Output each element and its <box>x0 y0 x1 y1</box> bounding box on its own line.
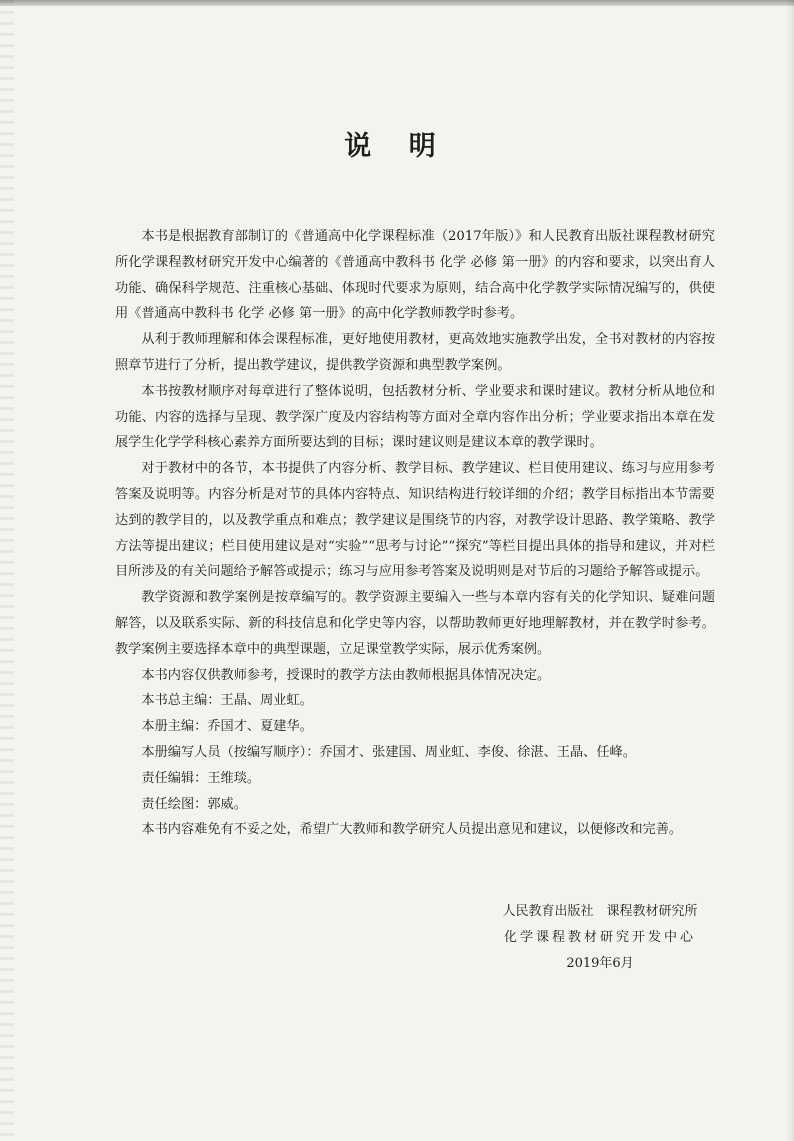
page-title: 说 明 <box>344 131 450 162</box>
paragraph-purpose: 本书是根据教育部制订的《普通高中化学课程标准（2017年版）》和人民教育出版社课程教材研究所化学课程教材研究开发中心编著的《普通高中教科书 化学 必修 第一册》的内容和要求，以突出育人功能、确保科学规范、注重核心基础、体现时代要求为原则，结合高中化学教学实际情况编写的，供使用《普通高中教科书 化学 必修 第一册》的高中化学教师教学时参考。 <box>115 229 715 322</box>
credit-volume-editor: 本册主编：乔国才、夏建华。 <box>141 719 313 735</box>
credit-responsible-editor: 责任编辑：王维琰。 <box>141 770 261 786</box>
scan-edge-left <box>0 0 14 1141</box>
scan-edge-top <box>0 0 794 6</box>
scan-edge-right <box>786 0 794 1141</box>
signature-date: 2019年6月 <box>566 956 634 971</box>
paragraph-reference-note: 本书内容仅供教师参考，授课时的教学方法由教师根据具体情况决定。 <box>141 667 551 683</box>
signature-publisher: 人民教育出版社 课程教材研究所 <box>502 904 698 919</box>
credit-writers: 本册编写人员（按编写顺序）：乔国才、张建国、周业虹、李俊、徐湛、王晶、任峰。 <box>141 744 636 760</box>
paragraph-section-structure: 对于教材中的各节，本书提供了内容分析、教学目标、教学建议、栏目使用建议、练习与应用参考答案及说明等。内容分析是对节的具体内容特点、知识结构进行较详细的介绍；教学目标指出本节需要达到的教学目的，以及教学重点和难点；教学建议是围绕节的内容，对教学设计思路、教学策略、教学方法等提出建议；栏目使用建议是对“实验”“思考与讨论”“探究”等栏目提出具体的指导和建议，并对栏目所涉及的有关问题给予解答或提示；练习与应用参考答案及说明则是对节后的习题给予解答或提示。 <box>115 461 715 580</box>
document-body <box>115 224 715 843</box>
signature-center: 化学课程教材研究开发中心 <box>503 930 696 945</box>
credit-illustrator: 责任绘图：郭威。 <box>141 796 247 812</box>
paragraph-resources: 教学资源和教学案例是按章编写的。教学资源主要编入一些与本章内容有关的化学知识、疑难问题解答，以及联系实际、新的科技信息和化学史等内容，以帮助教师更好地理解教材，并在教学时参考。教学案例主要选择本章中的典型课题，立足课堂教学实际，展示优秀案例。 <box>115 590 715 657</box>
credit-chief-editor: 本书总主编：王晶、周业虹。 <box>141 693 313 709</box>
paragraph-closing: 本书内容难免有不妥之处，希望广大教师和教学研究人员提出意见和建议，以便修改和完善。 <box>141 822 683 838</box>
signature-block <box>470 899 730 977</box>
paragraph-chapter-structure: 本书按教材顺序对每章进行了整体说明，包括教材分析、学业要求和课时建议。教材分析从地位和功能、内容的选择与呈现、教学深广度及内容结构等方面对全章内容作出分析；学业要求指出本章在发展学生化学学科核心素养方面所要达到的目标；课时建议则是建议本章的教学课时。 <box>115 383 715 451</box>
paragraph-goal: 从利于教师理解和体会课程标准，更好地使用教材，更高效地实施教学出发，全书对教材的内容按照章节进行了分析，提出教学建议，提供教学资源和典型教学案例。 <box>115 332 715 373</box>
